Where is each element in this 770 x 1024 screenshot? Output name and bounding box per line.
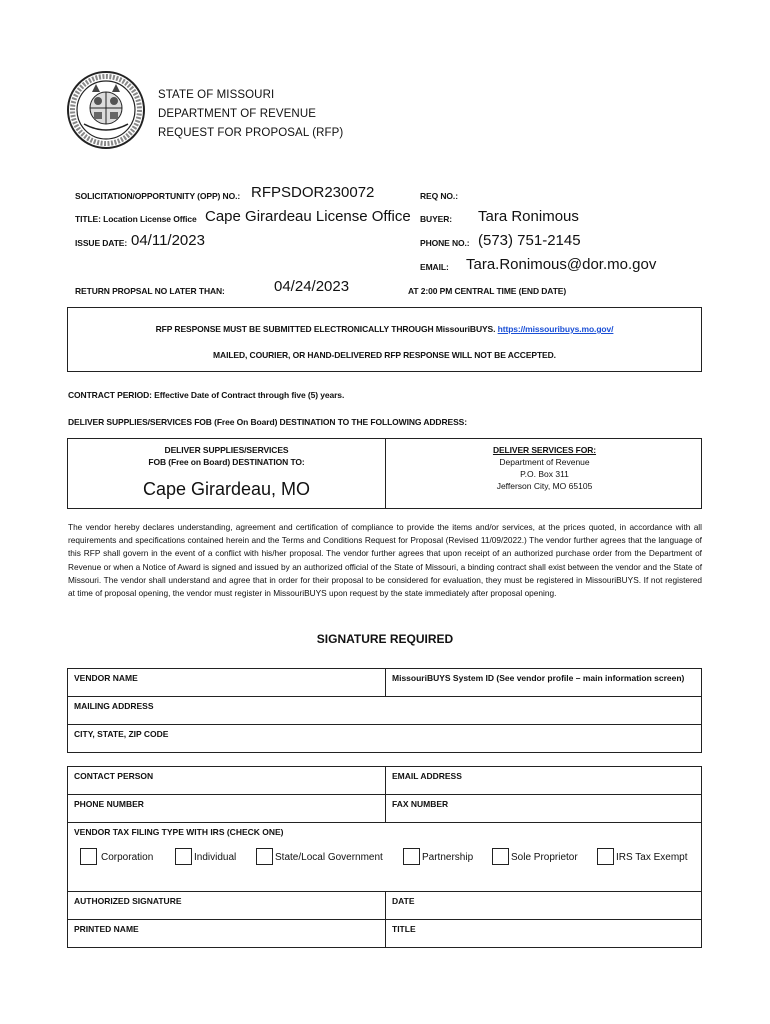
title-field[interactable] xyxy=(385,919,702,948)
signature-heading: SIGNATURE REQUIRED xyxy=(316,632,454,646)
state-seal xyxy=(66,70,146,150)
city-state-zip-label: CITY, STATE, ZIP CODE xyxy=(74,729,169,739)
mailing-address-label: MAILING ADDRESS xyxy=(74,701,154,711)
req-label: REQ NO.: xyxy=(420,191,458,201)
date-field[interactable] xyxy=(385,891,702,920)
vendor-name-field[interactable] xyxy=(67,668,386,697)
issue-date-label: ISSUE DATE: xyxy=(75,238,128,248)
tax-filing-type-label: VENDOR TAX FILING TYPE WITH IRS (CHECK ONE) xyxy=(74,827,284,837)
header-state: STATE OF MISSOURI xyxy=(158,89,275,101)
mailing-address-field[interactable] xyxy=(67,696,702,725)
delivery-left-line2: FOB (Free on Board) DESTINATION TO: xyxy=(148,457,305,467)
irs-tax-exempt-option-label: IRS Tax Exempt xyxy=(616,852,688,863)
delivery-location: Cape Girardeau, MO xyxy=(142,479,311,499)
printed-name-field[interactable] xyxy=(67,919,386,948)
submission-notice-line2: MAILED, COURIER, OR HAND-DELIVERED RFP RESPONSE WILL NOT BE ACCEPTED. xyxy=(213,350,556,360)
city-state-zip-field[interactable] xyxy=(67,724,702,753)
fax-number-label: FAX NUMBER xyxy=(392,799,449,809)
solicitation-label: SOLICITATION/OPPORTUNITY (OPP) NO.: xyxy=(75,191,241,201)
partnership-checkbox[interactable] xyxy=(403,848,420,865)
sole-proprietor-option-label: Sole Proprietor xyxy=(511,852,578,863)
fax-number-field[interactable] xyxy=(385,794,702,823)
corporation-option-label: Corporation xyxy=(101,852,154,863)
vendor-declaration: The vendor hereby declares understanding, agreement and certification of compliance to provide the items and/or services, at the prices quoted, in accordance with all requirements and specifications contained herein and the Terms and Conditions Request for Proposal (Revised 11/09/2022.) The vendor further agrees that the language of this RFP shall govern in the event of a conflict with his/her proposal. The vendor further agrees that upon receipt of an authorized purchase order from the Department of Revenue or when a Notice of Award is signed and issued by an authorized official of the State of Missouri, a binding contract shall exist between the vendor and the State of Missouri. The vendor shall understand and agree that in order for their proposal to be considered for evaluation, they must be registered in MissouriBUYS. If not registered at time of proposal opening, the vendor must register in MissouriBUYS upon request by the state immediately after proposal opening. xyxy=(68,522,702,599)
date-label: DATE xyxy=(392,896,415,906)
state-local-government-option-label: State/Local Government xyxy=(275,852,383,863)
submission-notice-text: RFP RESPONSE MUST BE SUBMITTED ELECTRONICALLY THROUGH MissouriBUYS. xyxy=(155,324,496,334)
buyer-label: BUYER: xyxy=(420,214,452,224)
email-label: EMAIL: xyxy=(420,262,449,272)
phone-number-field[interactable] xyxy=(67,794,386,823)
solicitation-value: RFPSDOR230072 xyxy=(251,184,375,201)
submission-notice-box xyxy=(67,307,702,372)
email-address-label: EMAIL ADDRESS xyxy=(392,771,462,781)
deliver-heading: DELIVER SUPPLIES/SERVICES FOB (Free On Board) DESTINATION TO THE FOLLOWING ADDRESS: xyxy=(68,417,467,427)
delivery-box xyxy=(67,438,702,509)
sole-proprietor-checkbox[interactable] xyxy=(492,848,509,865)
phone-value: (573) 751-2145 xyxy=(478,232,581,249)
email-value: Tara.Ronimous@dor.mo.gov xyxy=(466,256,657,273)
irs-tax-exempt-checkbox[interactable] xyxy=(597,848,614,865)
delivery-right-line3: Jefferson City, MO 65105 xyxy=(496,481,593,491)
missouribuys-link[interactable]: https://missouribuys.mo.gov/ xyxy=(497,324,614,334)
printed-name-label: PRINTED NAME xyxy=(74,924,139,934)
authorized-signature-field[interactable] xyxy=(67,891,386,920)
authorized-signature-label: AUTHORIZED SIGNATURE xyxy=(74,896,182,906)
vendor-name-label: VENDOR NAME xyxy=(74,673,138,683)
corporation-checkbox[interactable] xyxy=(80,848,97,865)
seal-icon xyxy=(66,70,146,150)
title-value: Cape Girardeau License Office xyxy=(205,208,411,225)
email-address-field[interactable] xyxy=(385,766,702,795)
state-local-government-checkbox[interactable] xyxy=(256,848,273,865)
delivery-right-heading: DELIVER SERVICES FOR: xyxy=(492,445,597,455)
buyer-value: Tara Ronimous xyxy=(478,208,579,225)
delivery-right-line1: Department of Revenue xyxy=(499,457,590,467)
individual-option-label: Individual xyxy=(194,852,237,863)
title-label-form: TITLE xyxy=(392,924,416,934)
missouribuys-id-field[interactable] xyxy=(385,668,702,697)
contract-period: CONTRACT PERIOD: Effective Date of Contract through five (5) years. xyxy=(68,390,345,400)
return-label: RETURN PROPSAL NO LATER THAN: xyxy=(75,286,225,296)
partnership-option-label: Partnership xyxy=(422,852,474,863)
header xyxy=(158,86,343,143)
return-date-value: 04/24/2023 xyxy=(274,278,350,295)
delivery-left-line1: DELIVER SUPPLIES/SERVICES xyxy=(164,445,289,455)
phone-label: PHONE NO.: xyxy=(420,238,470,248)
phone-number-label: PHONE NUMBER xyxy=(74,799,144,809)
header-department: DEPARTMENT OF REVENUE xyxy=(158,108,317,120)
delivery-right-line2: P.O. Box 311 xyxy=(520,469,569,479)
individual-checkbox[interactable] xyxy=(175,848,192,865)
return-time: AT 2:00 PM CENTRAL TIME (END DATE) xyxy=(408,286,567,296)
header-document-type: REQUEST FOR PROPOSAL (RFP) xyxy=(158,127,344,139)
title-label: TITLE: Location License Office xyxy=(75,214,197,224)
submission-notice-line1 xyxy=(68,324,701,334)
issue-date-value: 04/11/2023 xyxy=(131,232,205,249)
contact-person-field[interactable] xyxy=(67,766,386,795)
contact-person-label: CONTACT PERSON xyxy=(74,771,154,781)
missouribuys-id-label: MissouriBUYS System ID (See vendor profile – main information screen) xyxy=(392,673,685,683)
